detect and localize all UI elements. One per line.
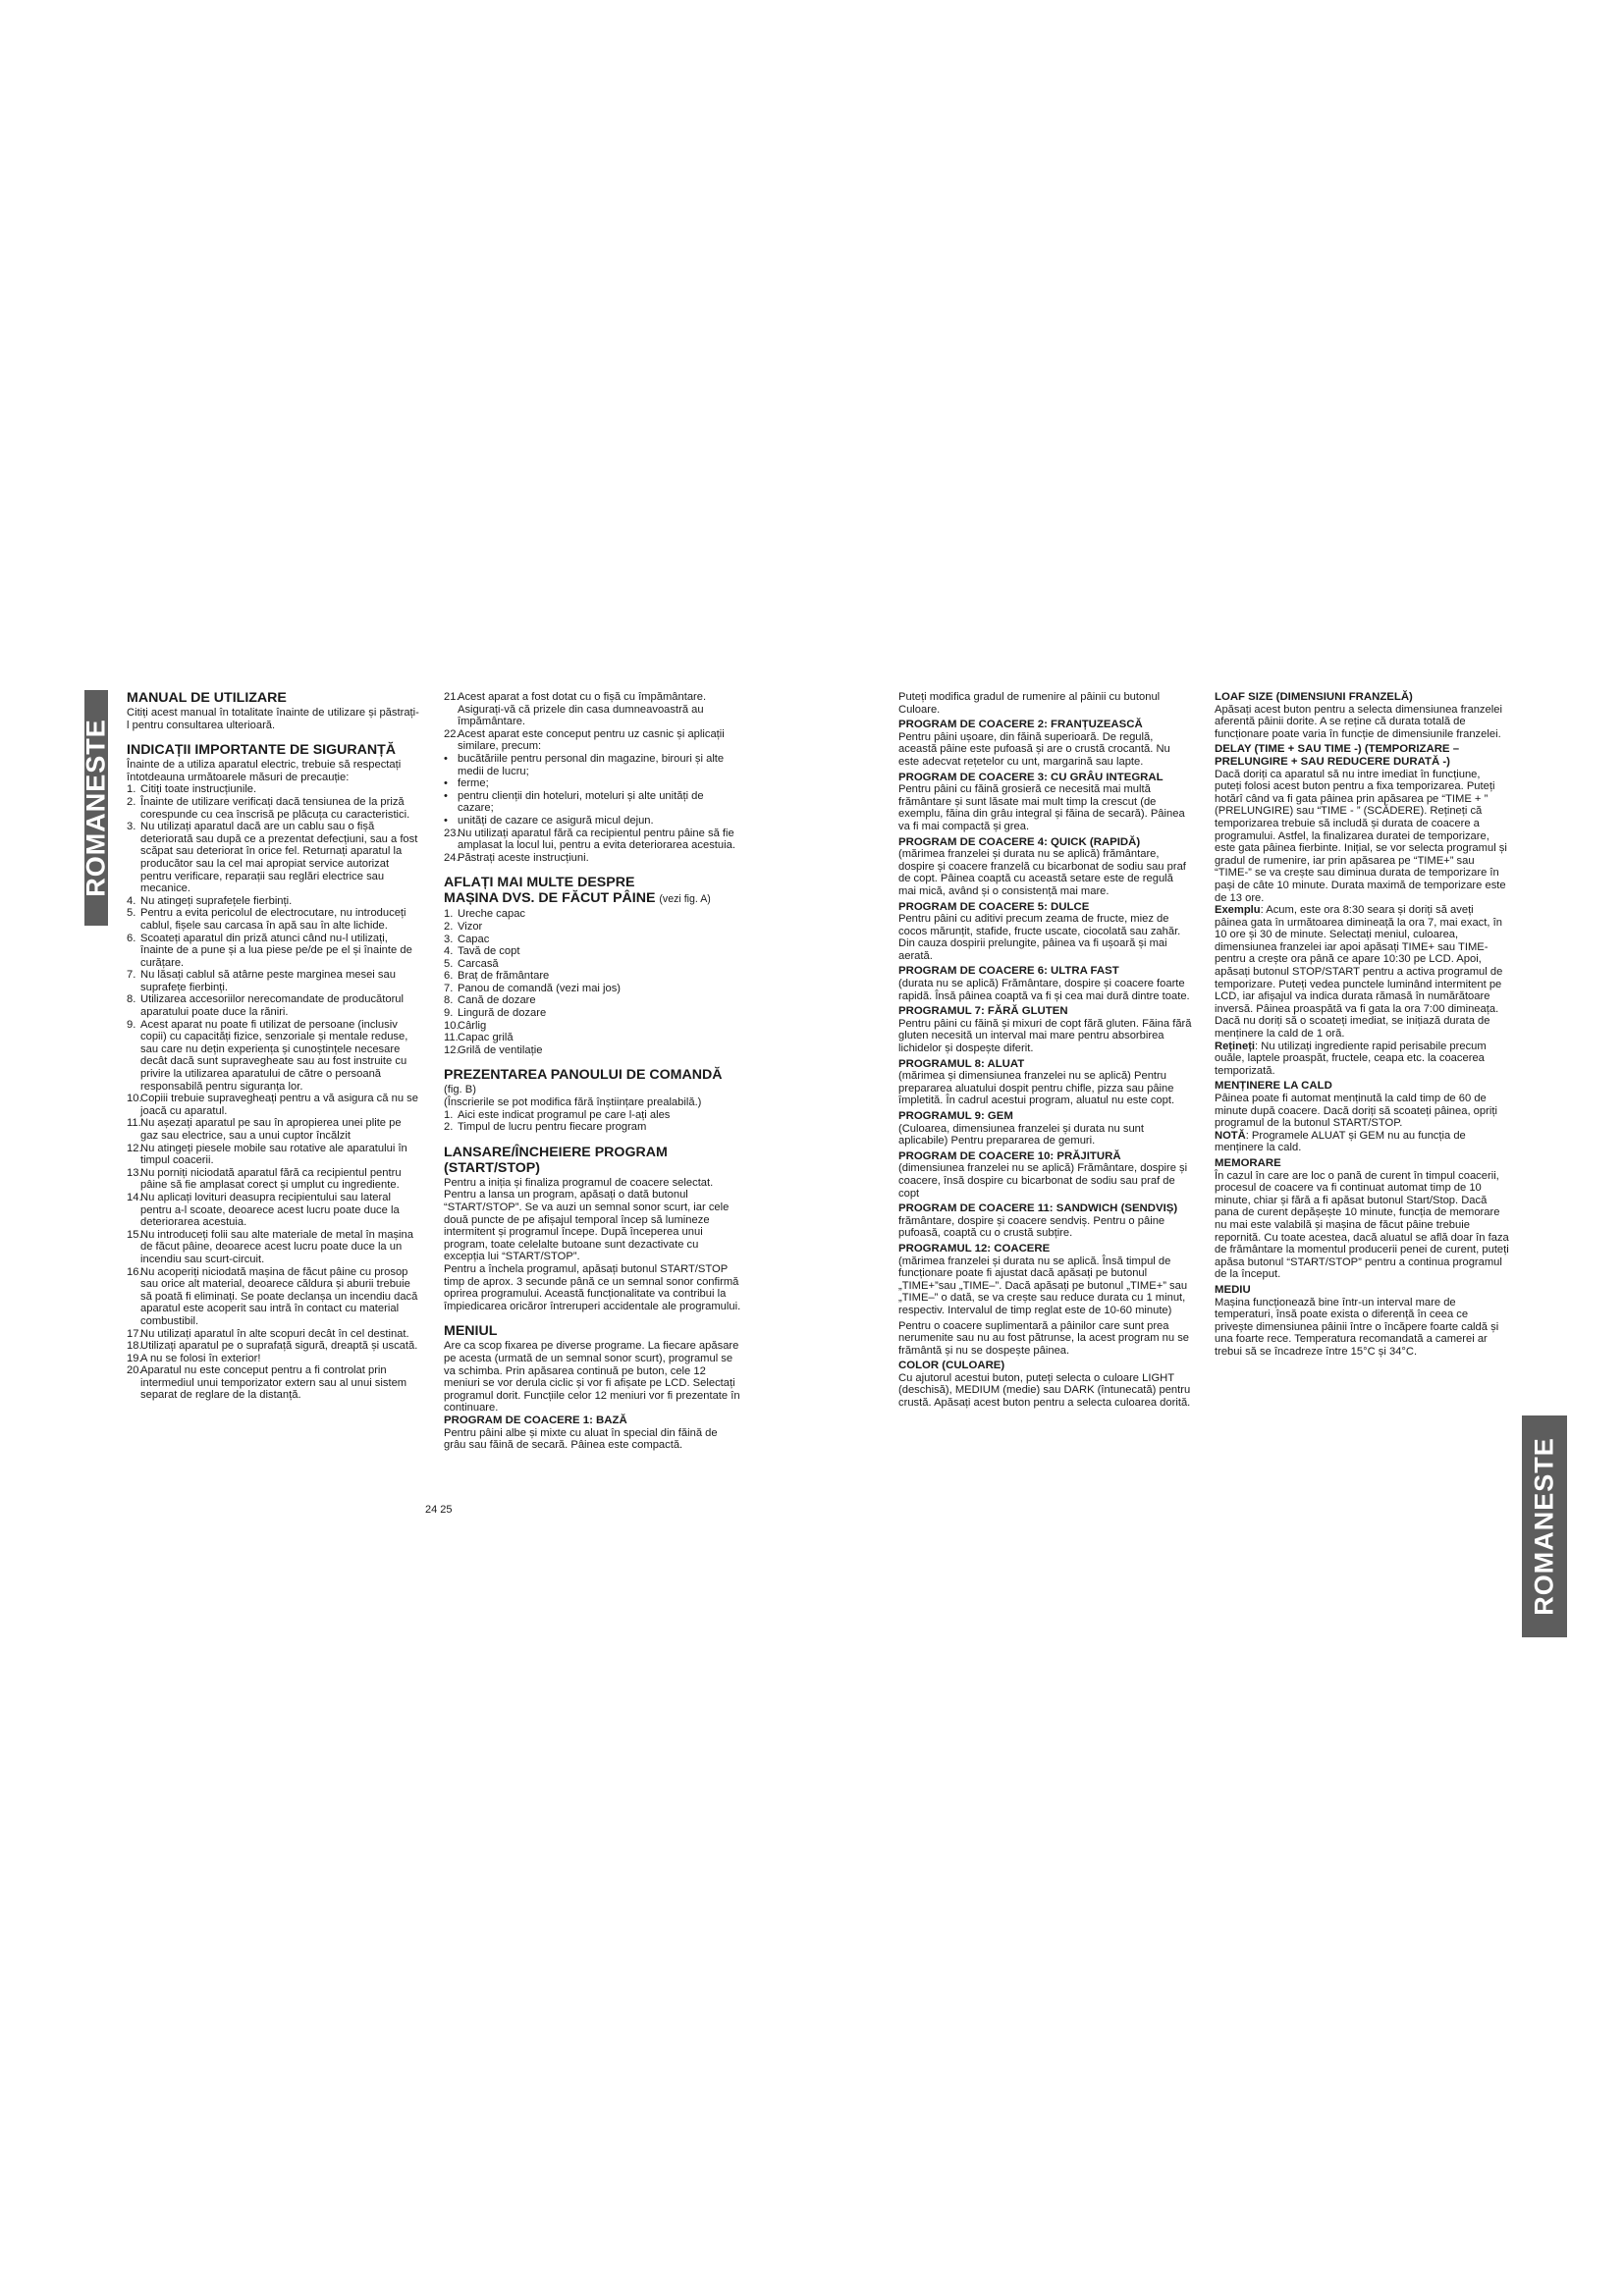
safety-item: [127, 933, 420, 970]
environment-title: MEDIU: [1215, 1283, 1251, 1296]
safety-item: [127, 1353, 420, 1365]
program-text: Pentru pâini cu făină grosieră ce necesită mai multă frământare și sunt lăsate mai mult timp la crescut (de exemplu, făina din grâu integral și făina de secară). Pâinea va fi mai compactă și grea.: [898, 783, 1185, 832]
list-item-text: Ureche capac: [458, 908, 526, 921]
list-item-text: Acest aparat nu poate fi utilizat de persoane (inclusiv copii) cu capacități fizice, senzoriale și mentale reduse, sau care nu dețin experiența și cunoștințele necesare decât dacă sunt supravegheate sau au fost instruite cu privire la utilizarea aparatului de către o persoană responsabilă pentru siguranța lor.: [140, 1018, 408, 1093]
keep-warm-text: Pâinea poate fi automat menținută la cald timp de 60 de minute după coacere. Dacă doriți să scoateți pâinea, opriți programul de la butonul START/STOP.: [1215, 1093, 1497, 1130]
panel-fig: (fig. B): [444, 1084, 476, 1096]
program-text: Pentru pâini cu aditivi precum zeama de fructe, miez de cocos mărunțit, stafide, fructe uscate, ciocolată sau zahăr. Din cauza dospirii prelungite, pâinea va fi ușoară și mai aerată.: [898, 913, 1181, 962]
list-marker: 9.: [127, 1018, 136, 1031]
list-item-text: A nu se folosi în exterior!: [140, 1352, 261, 1364]
list-item-text: Grilă de ventilație: [458, 1043, 543, 1056]
program-text: Pentru pâini ușoare, din făină superioară. De regulă, această pâine este pufoasă și are o crustă crocantă. Nu este adecvat rețetelor cu unt, margarină sau lapte.: [898, 730, 1170, 768]
list-marker: 4.: [127, 894, 136, 907]
list-item-text: bucătăriile pentru personal din magazine, birouri și alte medii de lucru;: [458, 752, 725, 777]
program-title: PROGRAMUL 12: COACERE: [898, 1242, 1051, 1255]
list-marker: 16.: [127, 1265, 142, 1278]
program-text: (Culoarea, dimensiunea franzelei și durata nu sunt aplicabile) Pentru prepararea de gemuri.: [898, 1122, 1144, 1148]
bake-extra-text: Pentru o coacere suplimentară a pâinilor care sunt prea nerumenite sau nu au fost pătrunse, la acest program nu se frământă și nu se dospește pâinea.: [898, 1319, 1190, 1357]
loaf-size-title: LOAF SIZE (DIMENSIUNI FRANZELĂ): [1215, 691, 1413, 703]
learn-title-line2: [444, 891, 742, 907]
list-marker: 15.: [127, 1228, 142, 1241]
part-item: [444, 958, 742, 971]
list-item-text: Nu acoperiți niciodată mașina de făcut pâine cu prosop sau orice alt material, deoarece căldura și aburii trebuie să poată fi eliminați. Se poate declanșa un incendiu dacă aparatul este acoperit sau intră în contact cu material combustibil.: [140, 1265, 418, 1327]
list-marker: 14.: [127, 1191, 142, 1203]
program-text: (mărimea franzelei și durata nu se aplică. Însă timpul de funcționare poate fi ajustat dacă apăsați pe butonul „TIME+”sau „TIME–”. Dacă apăsați pe butonul „TIME+” sau „TIME–” o dată, se va crește sau reduce durata cu 1 minut, respectiv. Intervalul de timp reglat este de 10-60 minute): [898, 1255, 1188, 1316]
safety-title: INDICAȚII IMPORTANTE DE SIGURANȚĂ: [127, 742, 397, 759]
parts-list: [444, 908, 742, 1056]
list-marker: 19.: [127, 1352, 142, 1364]
list-marker: 1.: [127, 783, 136, 796]
part-item: [444, 934, 742, 946]
list-marker: •: [444, 814, 448, 827]
list-item-text: Capac: [458, 933, 490, 945]
list-marker: 21.: [444, 691, 460, 703]
start-title-line2: (START/STOP): [444, 1159, 540, 1176]
safety-item: [127, 1328, 420, 1341]
list-item-text: Panou de comandă (vezi mai jos): [458, 982, 622, 994]
list-item-text: Scoateți aparatul din priză atunci când nu-l utilizați, înainte de a pune și a lua piese pe/de pe el și înainte de curățare.: [140, 932, 412, 969]
list-marker: 10.: [127, 1093, 142, 1105]
manual-intro: Citiți acest manual în totalitate înainte de utilizare și păstrați-l pentru consultarea ulterioară.: [127, 707, 419, 731]
list-item-text: Nu utilizați aparatul dacă are un cablu sau o fișă deteriorată sau după ce a prezentat defecțiuni, sau a fost scăpat sau deteriorat în orice fel. Returnați aparatul la producător sau la cel mai apropiat service autorizat pentru verificare, reparații sau reglări electrice sau mecanice.: [140, 821, 418, 895]
safety-item: [127, 796, 420, 821]
bullet-item: [444, 753, 742, 777]
list-item-text: Nu atingeți piesele mobile sau rotative ale aparatului în timpul coacerii.: [140, 1142, 407, 1167]
list-marker: 17.: [127, 1327, 142, 1340]
list-item-text: Timpul de lucru pentru fiecare program: [458, 1121, 647, 1134]
list-marker: 6.: [127, 932, 136, 944]
safety-item: [444, 828, 742, 852]
color-lead-text: Puteți modifica gradul de rumenire al pâinii cu butonul Culoare.: [898, 691, 1161, 716]
color-title: COLOR (CULOARE): [898, 1360, 1005, 1372]
list-marker: 8.: [127, 993, 136, 1006]
list-item-text: Nu introduceți folii sau alte materiale de metal în mașina de făcut pâine, deoarece acest lucru poate duce la un incendiu sau scurt-circuit.: [140, 1228, 413, 1265]
safety-item: [127, 1117, 420, 1142]
list-item-text: Nu lăsați cablul să atârne peste marginea mesei sau suprafețe fierbinți.: [140, 969, 396, 993]
part-item: [444, 1044, 742, 1057]
list-marker: •: [444, 777, 448, 790]
program-text: (mărimea și dimensiunea franzelei nu se aplică) Pentru prepararea aluatului dospit pentru chifle, pizza sau pâine împletită. În cadrul acestui program, aluatul nu este copt.: [898, 1070, 1175, 1107]
list-item-text: Citiți toate instrucțiunile.: [140, 783, 257, 796]
list-marker: 11.: [444, 1032, 459, 1044]
safety-item: [127, 895, 420, 908]
list-item-text: Copiii trebuie supravegheați pentru a vă asigura că nu se joacă cu aparatul.: [140, 1093, 418, 1117]
safety-item: [444, 852, 742, 865]
list-marker: 11.: [127, 1117, 141, 1130]
part-item: [444, 1007, 742, 1020]
list-marker: 12.: [127, 1142, 142, 1154]
list-marker: 1.: [444, 1108, 454, 1121]
memory-text: În cazul în care are loc o pană de curent în timpul coacerii, procesul de coacere va fi continuat automat timp de 10 minute, chiar și fără a fi apăsat butonul Start/Stop. Dacă pana de curent depășește 10 minute, funcția de memorare nu mai este valabilă și mașina de făcut pâine trebuie repornită. Cu toate acestea, dacă aluatul se află doar în faza de frământare la momentul producerii penei de curent, puteți apăsa butonul “START/STOP” pentru a continua programul de la început.: [1215, 1169, 1509, 1281]
list-marker: 12.: [444, 1043, 460, 1056]
list-item-text: Cârlig: [458, 1019, 487, 1032]
safety-item: [444, 728, 742, 753]
program-text: Pentru pâini cu făină și mixuri de copt fără gluten. Făina fără gluten necesită un interval mai mare pentru absorbirea lichidelor și dospește diferit.: [898, 1017, 1192, 1055]
list-item-text: Acest aparat este conceput pentru uz casnic și aplicații similare, precum:: [458, 727, 725, 753]
usage-bullets: [444, 753, 742, 828]
part-item: [444, 970, 742, 983]
page-numbers: 24 25: [425, 1504, 453, 1516]
part-item: [444, 983, 742, 995]
program-text: (dimensiunea franzelei nu se aplică) Frământare, dospire și coacere, însă dospire cu bicarbonat de sodiu sau praf de copt: [898, 1162, 1188, 1200]
list-item-text: Vizor: [458, 920, 483, 933]
safety-item: [127, 993, 420, 1018]
remember-text: : Nu utilizați ingrediente rapid perisabile precum ouăle, laptele proaspăt, fructele, ceapa etc. la coacerea temporizată.: [1215, 1040, 1487, 1077]
list-marker: 3.: [444, 933, 454, 945]
panel-note: (Înscrierile se pot modifica fără înștiințare prealabilă.): [444, 1096, 702, 1109]
list-item-text: Păstrați aceste instrucțiuni.: [458, 851, 589, 864]
safety-item: [127, 821, 420, 895]
note-label: NOTĂ: [1215, 1129, 1246, 1142]
note-text: : Programele ALUAT și GEM nu au funcția de menținere la cald.: [1215, 1129, 1466, 1154]
part-item: [444, 994, 742, 1007]
list-marker: 5.: [127, 907, 136, 920]
program-title: PROGRAM DE COACERE 6: ULTRA FAST: [898, 965, 1119, 978]
list-marker: 10.: [444, 1019, 460, 1032]
safety-intro: Înainte de a utiliza aparatul electric, trebuie să respectați întotdeauna următoarele măsuri de precauție:: [127, 759, 402, 783]
list-item-text: Aparatul nu este conceput pentru a fi controlat prin intermediul unui temporizator extern sau al unui sistem separat de reglare de la distanță.: [140, 1364, 407, 1402]
program-title: PROGRAMUL 7: FĂRĂ GLUTEN: [898, 1005, 1068, 1018]
program-title: PROGRAMUL 8: ALUAT: [898, 1057, 1025, 1070]
program-1-title: PROGRAM DE COACERE 1: BAZĂ: [444, 1414, 627, 1426]
safety-list-end: [444, 828, 742, 865]
list-item-text: Braț de frământare: [458, 970, 550, 983]
list-item-text: Nu utilizați aparatul în alte scopuri decât în cel destinat.: [140, 1327, 409, 1340]
safety-item: [127, 1143, 420, 1167]
list-item-text: ferme;: [458, 777, 489, 790]
program-title: PROGRAM DE COACERE 10: PRĂJITURĂ: [898, 1149, 1121, 1162]
start-text-2: Pentru a lansa un program, apăsați o dată butonul “START/STOP”. Se va auzi un semnal sonor scurt, iar cele două puncte de pe afișajul temporal încep să lumineze intermitent și programul începe. După începerea unui program, toate celelalte butoane sunt dezactivate cu excepția lui “START/STOP”.: [444, 1189, 730, 1263]
language-tab-left-label: ROMANESTE: [81, 719, 111, 897]
keep-warm-title: MENȚINERE LA CALD: [1215, 1080, 1332, 1093]
start-text-3: Pentru a închela programul, apăsați butonul START/STOP timp de aprox. 3 secunde până ce un semnal sonor confirmă oprirea programului. Această funcționalitate va contribui la împiedicarea oricăror întreruperi accidentale ale programului.: [444, 1262, 741, 1312]
menu-text: Are ca scop fixarea pe diverse programe. La fiecare apăsare pe acesta (urmată de un semnal sonor scurt), programul se va schimba. Prin apăsarea continuă pe buton, cele 12 meniuri se vor derula ciclic și vor fi afișate pe LCD. Selectați programul dorit. Funcțiile celor 12 meniuri vor fi prezentate în continuare.: [444, 1340, 740, 1415]
example-paragraph: [1215, 904, 1509, 1041]
manual-title: MANUAL DE UTILIZARE: [127, 690, 287, 706]
list-marker: 8.: [444, 994, 454, 1007]
learn-title-line1: AFLAȚI MAI MULTE DESPRE: [444, 875, 635, 891]
loaf-size-text: Apăsați acest buton pentru a selecta dimensiunea franzelei aferentă pâinii dorite. A se reține că durata totală de funcționare poate varia în funcție de dimensiunile franzelei.: [1215, 703, 1502, 740]
panel-title: PREZENTAREA PANOULUI DE COMANDĂ: [444, 1067, 723, 1084]
safety-list-continued: [444, 691, 742, 753]
safety-item: [127, 1340, 420, 1353]
list-marker: 6.: [444, 970, 454, 983]
list-marker: 9.: [444, 1007, 454, 1020]
column-1: [127, 691, 420, 1402]
program-text: (mărimea franzelei și durata nu se aplică) frământare, dospire și coacere franzelă cu bicarbonat de sodiu sau praf de copt. Pâinea coaptă cu această setare este de regulă mai mică, având și o consistență mai mare.: [898, 848, 1186, 897]
program-text: frământare, dospire și coacere sendviș. Pentru o pâine pufoasă, coaptă cu o crustă subțire.: [898, 1214, 1165, 1240]
safety-item: [444, 691, 742, 728]
bullet-item: [444, 777, 742, 790]
menu-title: MENIUL: [444, 1323, 498, 1340]
remember-label: Rețineți: [1215, 1040, 1256, 1052]
list-item-text: Acest aparat a fost dotat cu o fișă cu împământare. Asigurați-vă că prizele din casa dumneavoastră au împământare.: [458, 691, 707, 728]
language-tab-right-label: ROMANESTE: [1529, 1437, 1559, 1616]
safety-item: [127, 1192, 420, 1229]
environment-text: Mașina funcționează bine într-un interval mare de temperaturi, însă poate exista o diferență în ceea ce privește dimensiunea pâinii între o încăpere foarte caldă și una foarte rece. Temperatura recomandată a camerei ar trebui să se încadreze între 15°C și 34°C.: [1215, 1296, 1499, 1358]
list-marker: 3.: [127, 821, 136, 833]
program-title: PROGRAMUL 9: GEM: [898, 1110, 1013, 1122]
list-marker: 23.: [444, 827, 460, 839]
color-text: Cu ajutorul acestui buton, puteți selecta o culoare LIGHT (deschisă), MEDIUM (medie) sau DARK (întunecată) pentru crustă. Apăsați acest buton pentru a selecta culoarea dorită.: [898, 1371, 1191, 1410]
column-2: [444, 691, 742, 1452]
program-title: PROGRAM DE COACERE 2: FRANȚUZEASCĂ: [898, 719, 1143, 731]
list-item-text: Nu aplicați lovituri deasupra recipientului sau lateral pentru a-l scoate, deoarece acest lucru poate duce la deteriorarea acestuia.: [140, 1191, 400, 1229]
memory-title: MEMORARE: [1215, 1156, 1281, 1169]
list-item-text: Nu atingeți suprafețele fierbinți.: [140, 894, 293, 907]
list-marker: 24.: [444, 851, 460, 864]
program-title: PROGRAM DE COACERE 11: SANDWICH (SENDVIȘ): [898, 1202, 1178, 1215]
learn-title-text: MAȘINA DVS. DE FĂCUT PÂINE: [444, 890, 656, 907]
list-item-text: Tavă de copt: [458, 945, 520, 958]
list-item-text: Înainte de utilizare verificați dacă tensiunea de la priză corespunde cu cea înscrisă pe plăcuța cu caracteristici.: [140, 795, 410, 821]
safety-item: [127, 969, 420, 993]
safety-item: [127, 1364, 420, 1402]
part-item: [444, 1032, 742, 1044]
list-item-text: Cană de dozare: [458, 994, 536, 1007]
column-3: [898, 691, 1193, 1410]
program-text: (durata nu se aplică) Frământare, dospire și coacere foarte rapidă. Însă pâinea coaptă va fi și cea mai dură dintre toate.: [898, 978, 1190, 1002]
list-marker: 20.: [127, 1364, 142, 1377]
list-marker: •: [444, 789, 448, 802]
list-marker: 2.: [444, 1121, 454, 1134]
list-item-text: Nu porniți niciodată aparatul fără ca recipientul pentru pâine să fie amplasat corect și umplut cu ingrediente.: [140, 1166, 402, 1192]
safety-item: [127, 1019, 420, 1094]
list-item-text: Utilizarea accesoriilor nerecomandate de producătorul aparatului poate duce la răniri.: [140, 993, 405, 1019]
delay-text: Dacă doriți ca aparatul să nu intre imediat în funcțiune, puteți folosi acest buton pentru a fixa temporizarea. Puteți hotărî când va fi gata pâinea prin apăsarea pe “TIME + ” (PRELUNGIRE) sau “TIME - ” (SCĂDERE). Rețineți că temporizarea trebuie să includă și durata de coacere a programului. Astfel, la finalizarea duratei de temporizare, este gata pâinea fierbinte. Inițial, se vor selecta programul și gradul de rumenire, iar prin apăsarea pe “TIME+” sau “TIME-” se va crește sau diminua durata de temporizare în pași de câte 10 minute. Durata maximă de temporizare este de 13 ore.: [1215, 768, 1507, 904]
program-title: PROGRAM DE COACERE 5: DULCE: [898, 900, 1090, 913]
panel-item: [444, 1109, 742, 1122]
program-sections: [898, 716, 1193, 1316]
example-text: : Acum, este ora 8:30 seara și doriți să aveți pâinea gata în următoarea dimineață la ora 7, mai exact, în 10 ore și 30 de minute. Selectați meniul, culoarea, dimensiunea franzelei iar apoi apăsați TIME+ sau TIME- pentru a crește ora până ce apare 10:30 pe LCD. Apoi, apăsați butonul STOP/START pentru a activa programul de temporizare. Puteți vedea punctele luminând intermitent pe LCD, iar afișajul va indica durata rămasă în numărătoare inversă. Pâinea proaspătă va fi gata la ora 7:00 dimineața. Dacă nu doriți să o scoateți imediat, se inițiază durata de menținere la cald de 1 oră.: [1215, 904, 1503, 1041]
language-tab-right: [1522, 1415, 1567, 1637]
part-item: [444, 1020, 742, 1033]
list-item-text: Nu așezați aparatul pe sau în apropierea unei plite pe gaz sau electrice, sau a unui cuptor încălzit: [140, 1117, 402, 1142]
safety-item: [127, 1167, 420, 1192]
list-marker: 7.: [444, 982, 454, 994]
language-tab-left: [81, 690, 111, 926]
bullet-item: [444, 790, 742, 815]
safety-item: [127, 783, 420, 796]
note-paragraph: [1215, 1130, 1509, 1154]
program-title: PROGRAM DE COACERE 3: CU GRÂU INTEGRAL: [898, 771, 1164, 783]
list-item-text: pentru clienții din hoteluri, moteluri și alte unități de cazare;: [458, 789, 704, 815]
bullet-item: [444, 815, 742, 828]
program-1-text: Pentru pâini albe și mixte cu aluat în special din făină de grâu sau făină de secară. Pâinea este compactă.: [444, 1426, 718, 1452]
list-item-text: Capac grilă: [458, 1032, 514, 1044]
list-marker: 18.: [127, 1340, 142, 1353]
list-marker: •: [444, 752, 448, 765]
part-item: [444, 921, 742, 934]
safety-item: [127, 907, 420, 932]
list-marker: 5.: [444, 957, 454, 970]
start-title-line1: LANSARE/ÎNCHEIERE PROGRAM: [444, 1144, 668, 1160]
remember-paragraph: [1215, 1041, 1509, 1078]
list-marker: 4.: [444, 945, 454, 958]
list-item-text: Lingură de dozare: [458, 1007, 547, 1020]
column-4: [1215, 691, 1509, 1358]
list-item-text: Aici este indicat programul pe care l-ați ales: [458, 1108, 671, 1121]
part-item: [444, 945, 742, 958]
safety-item: [127, 1229, 420, 1266]
list-marker: 1.: [444, 908, 454, 921]
part-item: [444, 908, 742, 921]
list-item-text: unități de cazare ce asigură micul dejun.: [458, 814, 654, 827]
safety-list: [127, 783, 420, 1402]
safety-item: [127, 1266, 420, 1328]
list-item-text: Nu utilizați aparatul fără ca recipientul pentru pâine să fie amplasat la locul lui, pentru a evita deteriorarea acestuia.: [458, 827, 735, 852]
panel-item: [444, 1121, 742, 1134]
program-title: PROGRAM DE COACERE 4: QUICK (RAPIDĂ): [898, 835, 1141, 848]
list-item-text: Carcasă: [458, 957, 499, 970]
list-marker: 2.: [444, 920, 454, 933]
list-marker: 7.: [127, 969, 136, 982]
safety-item: [127, 1093, 420, 1117]
list-item-text: Utilizați aparatul pe o suprafață sigură, dreaptă și uscată.: [140, 1340, 418, 1353]
learn-fig-ref: (vezi fig. A): [659, 893, 711, 906]
start-text-1: Pentru a iniția și finaliza programul de coacere selectat.: [444, 1176, 714, 1189]
list-marker: 22.: [444, 727, 460, 740]
delay-title: DELAY (TIME + SAU TIME -) (TEMPORIZARE – PRELUNGIRE + SAU REDUCERE DURATĂ -): [1215, 743, 1460, 768]
panel-list: [444, 1109, 742, 1134]
example-label: Exemplu: [1215, 904, 1261, 917]
list-item-text: Pentru a evita pericolul de electrocutare, nu introduceți cablul, fișele sau carcasa în apă sau în alte lichide.: [140, 907, 406, 932]
list-marker: 13.: [127, 1166, 142, 1179]
list-marker: 2.: [127, 795, 136, 808]
